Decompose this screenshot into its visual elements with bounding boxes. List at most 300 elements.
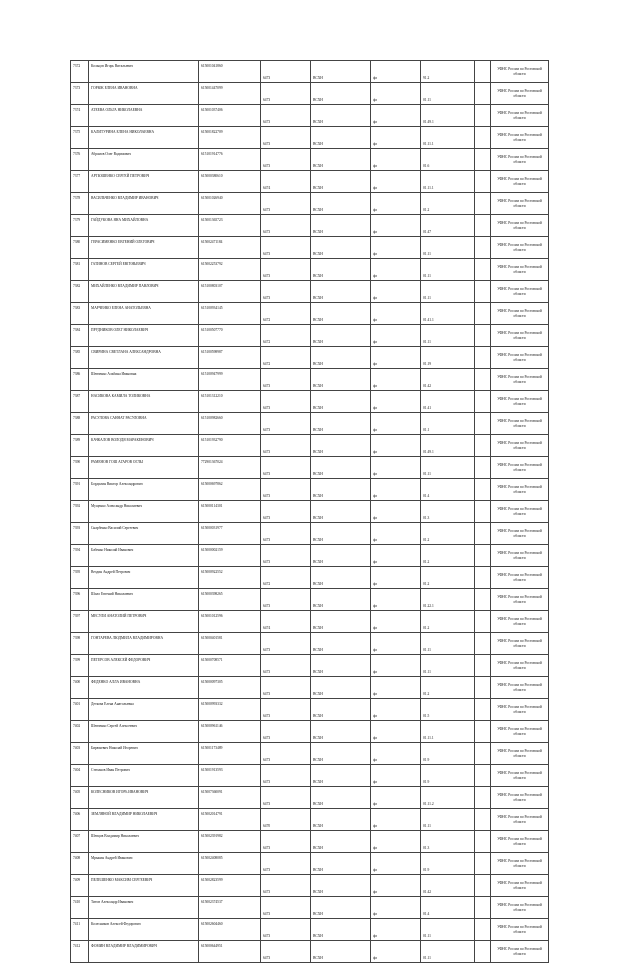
taxpayer-name: ФЕДЕНКО АЛЛА ИВАНОВНА [89,677,199,699]
tax-regime: ВСХН [311,545,371,567]
table-row [71,457,549,479]
tax-office-code: 6473 [261,127,311,149]
tax-office-code: 6473 [261,699,311,721]
taxpayer-inn: 615001012596 [199,611,261,633]
empty-cell [475,457,491,479]
row-number: 7372 [71,61,89,83]
taxpayer-type: фл [371,787,421,809]
tax-authority: УФНС России по Ростовской области [491,347,549,369]
tax-authority: УФНС России по Ростовской области [491,105,549,127]
tax-regime: ВСХН [311,589,371,611]
taxpayer-inn: 615002014791 [199,809,261,831]
row-number: 7388 [71,413,89,435]
row-number: 7374 [71,105,89,127]
taxpayer-name: ГАТИНОВ СЕРГЕЙ ЕВГЕНЬЕВИЧ [89,259,199,281]
empty-cell [475,567,491,589]
tax-authority: УФНС России по Ростовской области [491,589,549,611]
tax-office-code: 6473 [261,765,311,787]
tax-office-code: 6473 [261,677,311,699]
tax-authority: УФНС России по Ростовской области [491,567,549,589]
activity-code: 91.2 [421,61,475,83]
taxpayer-name: Степанов Иван Петрович [89,765,199,787]
taxpayer-name: КАЧКАЛОВ ВОЛОДЯ МАРАКЕНОВИЧ [89,435,199,457]
tax-office-code: 6473 [261,457,311,479]
tax-authority: УФНС России по Ростовской области [491,127,549,149]
taxpayer-type: фл [371,149,421,171]
tax-regime: ВСХН [311,281,371,303]
tax-authority: УФНС России по Ростовской области [491,765,549,787]
table-row [71,787,549,809]
row-number: 7408 [71,853,89,875]
activity-code: 01.2 [421,193,475,215]
row-number: 7386 [71,369,89,391]
activity-code: 01.2 [421,567,475,589]
tax-office-code: 6474 [261,171,311,193]
activity-code: 01.11 [421,941,475,963]
taxpayer-name: Титов Александр Иванович [89,897,199,919]
tax-authority: УФНС России по Ростовской области [491,743,549,765]
tax-authority: УФНС России по Ростовской области [491,391,549,413]
taxpayer-inn: 615002408085 [199,853,261,875]
activity-code: 01.11.1 [421,171,475,193]
taxpayer-type: фл [371,259,421,281]
taxpayer-inn: 615001822709 [199,127,261,149]
tax-regime: ВСХН [311,699,371,721]
tax-regime: ВСХН [311,809,371,831]
tax-regime: ВСХН [311,105,371,127]
taxpayer-name: КОЛЕСНИКОВ ИГОРЬ ИВАНОВИЧ [89,787,199,809]
tax-regime: ВСХН [311,897,371,919]
taxpayer-inn: 615100934145 [199,303,261,325]
row-number: 7391 [71,479,89,501]
activity-code: 01.11 [421,325,475,347]
tax-office-code: 6474 [261,611,311,633]
table-row [71,413,549,435]
activity-code: 01.11 [421,919,475,941]
taxpayer-type: фл [371,677,421,699]
tax-authority: УФНС России по Ростовской области [491,633,549,655]
taxpayer-type: фл [371,633,421,655]
tax-regime: ВСХН [311,941,371,963]
tax-office-code: 6473 [261,237,311,259]
empty-cell [475,765,491,787]
taxpayer-name: НАСИКОВА КАМИЛА ТОЛИКОВНА [89,391,199,413]
taxpayer-inn: 615000644951 [199,941,261,963]
empty-cell [475,589,491,611]
taxpayer-inn: 615101914776 [199,149,261,171]
row-number: 7409 [71,875,89,897]
taxpayer-inn: 615000708571 [199,655,261,677]
table-row [71,721,549,743]
empty-cell [475,215,491,237]
table-row [71,171,549,193]
activity-code: 01.2 [421,545,475,567]
tax-authority: УФНС России по Ростовской области [491,919,549,941]
taxpayer-type: фл [371,501,421,523]
tax-authority: УФНС России по Ростовской области [491,941,549,963]
taxpayer-name: МАРЧЕНКО ЕЛЕНА АНАТОЛЬЕВНА [89,303,199,325]
table-row [71,919,549,941]
tax-regime: ВСХН [311,149,371,171]
row-number: 7393 [71,523,89,545]
row-number: 7385 [71,347,89,369]
taxpayer-inn: 615001173489 [199,743,261,765]
table-row [71,281,549,303]
tax-regime: ВСХН [311,127,371,149]
row-number: 7399 [71,655,89,677]
taxpayer-type: фл [371,941,421,963]
empty-cell [475,171,491,193]
tax-regime: ВСХН [311,237,371,259]
table-row [71,105,549,127]
table-row [71,699,549,721]
taxpayer-inn: 615001026940 [199,193,261,215]
taxpayer-inn: 615002604460 [199,919,261,941]
tax-office-code: 6473 [261,369,311,391]
tax-authority: УФНС России по Ростовской области [491,435,549,457]
taxpayer-type: фл [371,281,421,303]
row-number: 7395 [71,567,89,589]
empty-cell [475,633,491,655]
tax-authority: УФНС России по Ростовской области [491,171,549,193]
taxpayer-type: фл [371,523,421,545]
empty-cell [475,699,491,721]
tax-authority: УФНС России по Ростовской области [491,259,549,281]
empty-cell [475,919,491,941]
table-row [71,61,549,83]
taxpayer-inn: 615001365723 [199,215,261,237]
tax-authority: УФНС России по Ростовской области [491,193,549,215]
tax-regime: ВСХН [311,347,371,369]
tax-office-code: 6472 [261,325,311,347]
taxpayer-name: ВАСИЛЬЧЕНКО ВЛАДИМИР ИВАНОВИЧ [89,193,199,215]
taxpayer-name: Абрамов Олег Вадимович [89,149,199,171]
tax-regime: ВСХН [311,743,371,765]
tax-authority: УФНС России по Ростовской области [491,237,549,259]
taxpayer-inn: 615000993332 [199,699,261,721]
tax-office-code: 6473 [261,919,311,941]
table-row [71,941,549,963]
tax-regime: ВСХН [311,435,371,457]
taxpayer-inn: 615000031977 [199,523,261,545]
tax-regime: ВСХН [311,655,371,677]
tax-authority: УФНС России по Ростовской области [491,897,549,919]
activity-code: 01.11 [421,655,475,677]
taxpayer-inn: 772901367024 [199,457,261,479]
taxpayer-type: фл [371,61,421,83]
taxpayer-type: фл [371,127,421,149]
empty-cell [475,105,491,127]
tax-regime: ВСХН [311,369,371,391]
table-row [71,347,549,369]
empty-cell [475,831,491,853]
taxpayer-inn: 615000961146 [199,721,261,743]
row-number: 7404 [71,765,89,787]
row-number: 7398 [71,633,89,655]
tax-office-code: 6473 [261,853,311,875]
row-number: 7381 [71,259,89,281]
taxpayer-inn: 615000398265 [199,589,261,611]
tax-office-code: 6473 [261,413,311,435]
taxpayer-type: фл [371,875,421,897]
empty-cell [475,809,491,831]
tax-regime: ВСХН [311,633,371,655]
empty-cell [475,677,491,699]
row-number: 7377 [71,171,89,193]
tax-authority: УФНС России по Ростовской области [491,479,549,501]
empty-cell [475,303,491,325]
taxpayer-type: фл [371,655,421,677]
tax-regime: ВСХН [311,457,371,479]
activity-code: 01.5 [421,699,475,721]
taxpayer-inn: 615100947999 [199,369,261,391]
taxpayer-inn: 615002374537 [199,897,261,919]
taxpayer-inn: 615100507770 [199,325,261,347]
tax-office-code: 6473 [261,743,311,765]
row-number: 7400 [71,677,89,699]
taxpayer-type: фл [371,853,421,875]
taxpayer-inn: 615002253792 [199,259,261,281]
empty-cell [475,743,491,765]
row-number: 7410 [71,897,89,919]
tax-regime: ВСХН [311,259,371,281]
table-row [71,303,549,325]
activity-code: 01.9 [421,765,475,787]
tax-authority: УФНС России по Ростовской области [491,501,549,523]
tax-office-code: 6473 [261,941,311,963]
table-row [71,677,549,699]
empty-cell [475,941,491,963]
tax-office-code: 6473 [261,479,311,501]
taxpayer-type: фл [371,765,421,787]
tax-regime: ВСХН [311,875,371,897]
row-number: 7407 [71,831,89,853]
tax-office-code: 6473 [261,193,311,215]
empty-cell [475,655,491,677]
tax-authority: УФНС России по Ростовской области [491,655,549,677]
tax-office-code: 6473 [261,897,311,919]
tax-office-code: 6473 [261,787,311,809]
tax-authority: УФНС России по Ростовской области [491,831,549,853]
empty-cell [475,611,491,633]
tax-authority: УФНС России по Ростовской области [491,457,549,479]
empty-cell [475,149,491,171]
taxpayer-name: МИХАЙЛЕНКО ВЛАДИМИР ПАВЛОВИЧ [89,281,199,303]
activity-code: 01.11 [421,237,475,259]
taxpayer-name: КАЛИТУРИНА ЕЛЕНА НИКОЛАЕВНА [89,127,199,149]
tax-regime: ВСХН [311,787,371,809]
taxpayer-name: АРТЮШЕНКО СЕРГЕЙ ПЕТРОВИЧ [89,171,199,193]
taxpayer-name: РАСУЛОВА САННАТ РАСУЛОВНА [89,413,199,435]
taxpayer-inn: 615001447099 [199,83,261,105]
tax-authority: УФНС России по Ростовской области [491,215,549,237]
activity-code: 01.11 [421,457,475,479]
tax-authority: УФНС России по Ростовской области [491,303,549,325]
taxpayer-type: фл [371,171,421,193]
row-number: 7378 [71,193,89,215]
taxpayer-type: фл [371,237,421,259]
table-row [71,83,549,105]
tax-office-code: 6473 [261,545,311,567]
empty-cell [475,391,491,413]
taxpayer-inn: 615001037406 [199,105,261,127]
taxpayer-inn: 615101312210 [199,391,261,413]
taxpayer-name: ГАЙДУКОВА ЯНА МИХАЙЛОВНА [89,215,199,237]
taxpayer-name: ФОМИН ВЛАДИМИР ВЛАДИМИРОВИЧ [89,941,199,963]
table-row [71,127,549,149]
empty-cell [475,325,491,347]
tax-office-code: 6472 [261,347,311,369]
tax-office-code: 6472 [261,567,311,589]
activity-code: 01.41.1 [421,303,475,325]
table-row [71,193,549,215]
empty-cell [475,413,491,435]
taxpayer-name: Бордилин Виктор Александрович [89,479,199,501]
table-row [71,523,549,545]
tax-office-code: 6473 [261,281,311,303]
taxpayer-type: фл [371,325,421,347]
tax-authority: УФНС России по Ростовской области [491,611,549,633]
taxpayer-type: фл [371,457,421,479]
taxpayer-type: фл [371,567,421,589]
taxpayer-inn: 615007360091 [199,787,261,809]
row-number: 7389 [71,435,89,457]
tax-regime: ВСХН [311,215,371,237]
taxpayer-type: фл [371,721,421,743]
tax-office-code: 6473 [261,523,311,545]
table-row [71,589,549,611]
taxpayer-inn: 615000922552 [199,567,261,589]
activity-code: 01.19 [421,347,475,369]
taxpayer-inn: 615000697862 [199,479,261,501]
tax-regime: ВСХН [311,721,371,743]
registry-table-body [71,61,549,963]
row-number: 7383 [71,303,89,325]
tax-authority: УФНС России по Ростовской области [491,83,549,105]
row-number: 7401 [71,699,89,721]
row-number: 7376 [71,149,89,171]
taxpayer-name: Кольцов Игорь Витальевич [89,61,199,83]
tax-authority: УФНС России по Ростовской области [491,523,549,545]
taxpayer-name: ГОРЮК ЕЛЕНА ИВАНОВНА [89,83,199,105]
row-number: 7405 [71,787,89,809]
tax-office-code: 6473 [261,215,311,237]
taxpayer-inn: 615002471184 [199,237,261,259]
tax-regime: ВСХН [311,765,371,787]
table-row [71,897,549,919]
row-number: 7375 [71,127,89,149]
tax-authority: УФНС России по Ростовской области [491,677,549,699]
tax-regime: ВСХН [311,831,371,853]
row-number: 7387 [71,391,89,413]
activity-code: 01.9 [421,853,475,875]
tax-regime: ВСХН [311,677,371,699]
activity-code: 01.49.1 [421,435,475,457]
activity-code: 01.11 [421,83,475,105]
activity-code: 01.2 [421,523,475,545]
tax-office-code: 6473 [261,831,311,853]
tax-office-code: 6473 [261,259,311,281]
table-row [71,149,549,171]
activity-code: 01.2 [421,611,475,633]
taxpayer-type: фл [371,413,421,435]
taxpayer-name: ГЕРАСИМЕНКО ЕВГЕНИЙ ОЛЕГОВИЧ [89,237,199,259]
activity-code: 01.4 [421,897,475,919]
tax-authority: УФНС России по Ростовской области [491,413,549,435]
taxpayer-type: фл [371,303,421,325]
activity-code: 01.47 [421,215,475,237]
empty-cell [475,281,491,303]
taxpayer-inn: 615001913593 [199,765,261,787]
row-number: 7373 [71,83,89,105]
taxpayer-name: Колесников Алексей Федорович [89,919,199,941]
taxpayer-inn: 615000401581 [199,633,261,655]
tax-authority: УФНС России по Ростовской области [491,787,549,809]
taxpayer-inn: 615000380610 [199,171,261,193]
taxpayer-type: фл [371,897,421,919]
taxpayer-inn: 615000097305 [199,677,261,699]
empty-cell [475,875,491,897]
tax-office-code: 6473 [261,61,311,83]
tax-office-code: 6473 [261,501,311,523]
tax-office-code: 6470 [261,809,311,831]
table-row [71,215,549,237]
empty-cell [475,479,491,501]
taxpayer-name: Бирюкевич Николай Игоревич [89,743,199,765]
taxpayer-name: ПЕЛЕШЕНКО МАКСИМ СЕРГЕЕВИЧ [89,875,199,897]
row-number: 7402 [71,721,89,743]
activity-code: 01.4 [421,479,475,501]
taxpayer-name: Шевченко Альбина Ивановна [89,369,199,391]
table-row [71,831,549,853]
taxpayer-name: ЗЕМЛЯНОЙ ВЛАДИМИР НИКОЛАЕВИЧ [89,809,199,831]
activity-code: 01.2 [421,677,475,699]
row-number: 7379 [71,215,89,237]
activity-code: 01.11 [421,633,475,655]
empty-cell [475,193,491,215]
tax-authority: УФНС России по Ростовской области [491,149,549,171]
tax-regime: ВСХН [311,567,371,589]
taxpayer-type: фл [371,809,421,831]
activity-code: 01.41 [421,391,475,413]
table-row [71,479,549,501]
table-row [71,501,549,523]
table-row [71,633,549,655]
taxpayer-name: СВИРИНА СВЕТЛАНА АЛЕКСАНДРОВНА [89,347,199,369]
tax-office-code: 6473 [261,721,311,743]
activity-code: 01.42 [421,369,475,391]
tax-regime: ВСХН [311,853,371,875]
tax-office-code: 6473 [261,149,311,171]
activity-code: 01.3 [421,831,475,853]
taxpayer-inn: 615000114301 [199,501,261,523]
taxpayer-name: АТЕЕВА ОЛЬГА НИКОЛАЕВНА [89,105,199,127]
tax-authority: УФНС России по Ростовской области [491,699,549,721]
tax-regime: ВСХН [311,171,371,193]
tax-regime: ВСХН [311,501,371,523]
taxpayer-name: Шило Евгений Николаевич [89,589,199,611]
taxpayer-type: фл [371,193,421,215]
table-row [71,809,549,831]
activity-code: 01.9 [421,743,475,765]
activity-code: 01.11.1 [421,721,475,743]
tax-office-code: 6473 [261,655,311,677]
table-row [71,391,549,413]
activity-code: 01.3 [421,501,475,523]
taxpayer-type: фл [371,699,421,721]
tax-authority: УФНС России по Ростовской области [491,61,549,83]
activity-code: 01.1 [421,413,475,435]
